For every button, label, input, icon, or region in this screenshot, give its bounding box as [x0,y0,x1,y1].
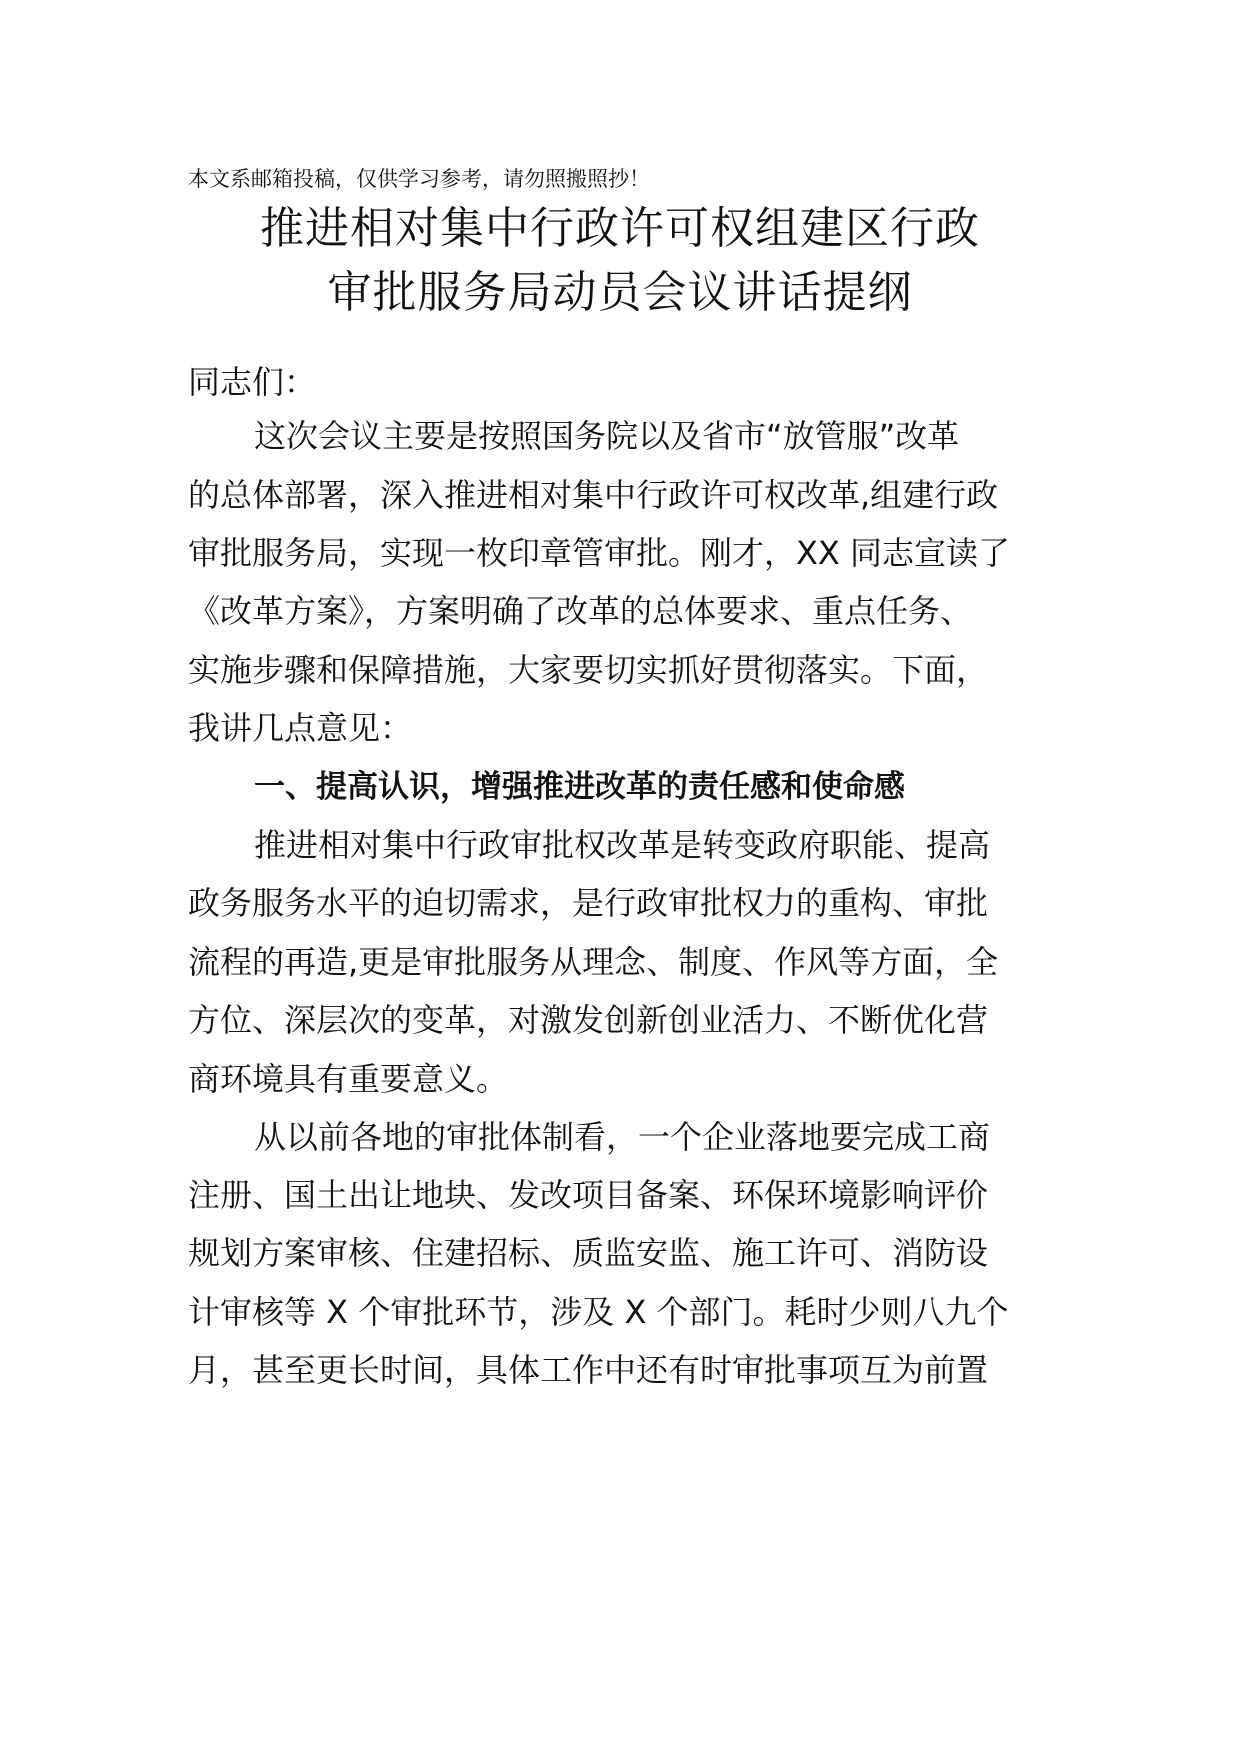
paragraph-3-line-2: 注册、国土出让地块、发改项目备案、环保环境影响评价 [188,1176,989,1214]
paragraph-3-line-4: 计审核等 X 个审批环节，涉及 X 个部门。耗时少则八九个 [188,1293,1009,1331]
paragraph-1-line-5: 实施步骤和保障措施，大家要切实抓好贯彻落实。下面， [188,651,989,689]
paragraph-1-line-4: 《改革方案》，方案明确了改革的总体要求、重点任务、 [188,592,973,630]
paragraph-2-line-2: 政务服务水平的迫切需求，是行政审批权力的重构、审批 [188,884,989,922]
paragraph-3-line-5: 月，甚至更长时间，具体工作中还有时审批事项互为前置 [188,1351,989,1389]
paragraph-1-line-2: 的总体部署，深入推进相对集中行政许可权改革,组建行政 [188,476,999,514]
paragraph-2-line-3: 流程的再造,更是审批服务从理念、制度、作风等方面，全 [188,943,999,981]
paragraph-2-line-4: 方位、深层次的变革，对激发创新创业活力、不断优化营 [188,1001,989,1039]
section-heading-1: 一、提高认识，增强推进改革的责任感和使命感 [254,769,905,805]
paragraph-2-line-1: 推进相对集中行政审批权改革是转变政府职能、提高 [254,826,991,864]
paragraph-1-line-1: 这次会议主要是按照国务院以及省市“放管服”改革 [254,417,960,455]
submission-notice: 本文系邮箱投稿，仅供学习参考，请勿照搬照抄！ [188,167,650,191]
paragraph-1-line-3: 审批服务局，实现一枚印章管审批。刚才，XX 同志宣读了 [188,534,1011,572]
salutation: 同志们： [188,363,317,401]
paragraph-1-line-6: 我讲几点意见： [188,709,413,747]
paragraph-2-line-5: 商环境具有重要意义。 [188,1060,509,1098]
document-title-line-2: 审批服务局动员会议讲话提纲 [327,267,913,318]
paragraph-3-line-3: 规划方案审核、住建招标、质监安监、施工许可、消防设 [188,1234,989,1272]
paragraph-3-line-1: 从以前各地的审批体制看，一个企业落地要完成工商 [254,1118,991,1156]
document-title-line-1: 推进相对集中行政许可权组建区行政 [260,203,980,254]
